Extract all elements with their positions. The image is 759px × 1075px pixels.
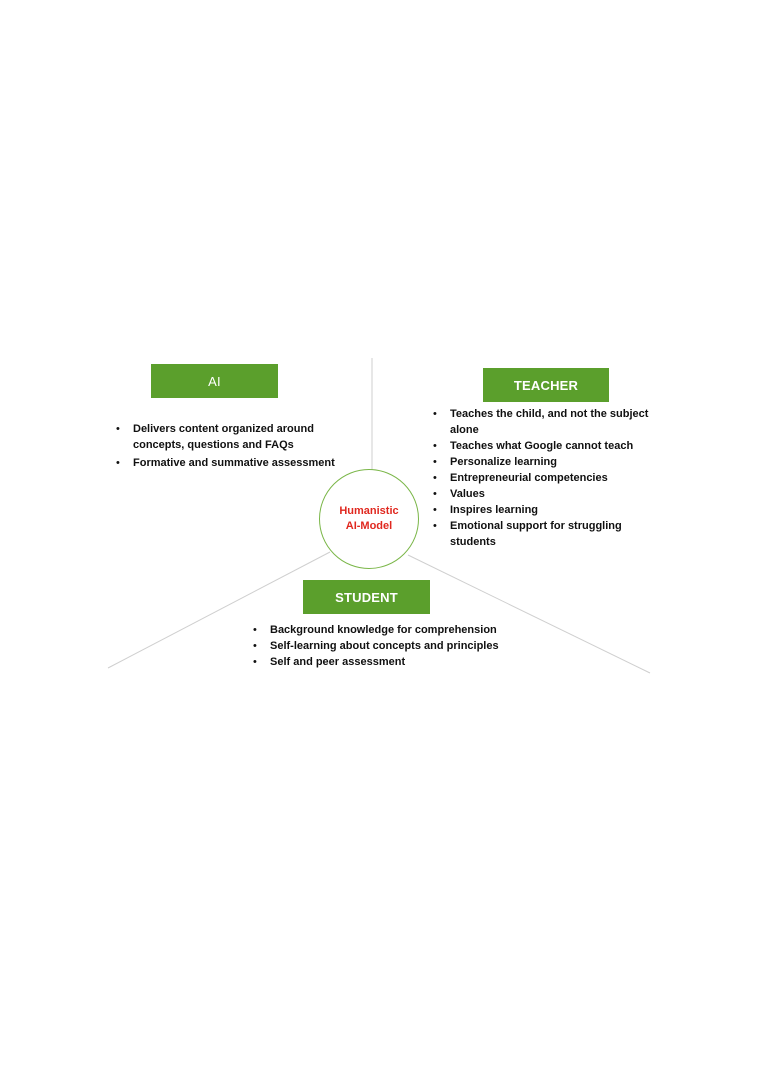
student-list	[253, 622, 523, 670]
ai-label: AI	[208, 373, 221, 389]
student-label: STUDENT	[335, 589, 398, 605]
list-item: • Self and peer assessment	[253, 654, 523, 670]
ai-list	[116, 421, 336, 473]
hub-line-1: Humanistic	[339, 505, 399, 517]
list-item: • Teaches what Google cannot teach	[433, 438, 653, 454]
student-box	[303, 580, 430, 614]
hub-line-2: AI-Model	[345, 520, 393, 532]
list-item: • Self-learning about concepts and principles	[253, 638, 523, 654]
list-item: • Formative and summative assessment	[116, 455, 336, 471]
list-item: • Entrepreneurial competencies	[433, 470, 653, 486]
list-item: • Teaches the child, and not the subject alone	[433, 406, 653, 438]
list-item: • Emotional support for struggling students	[433, 518, 653, 550]
list-item: • Inspires learning	[433, 502, 653, 518]
list-item: • Background knowledge for comprehension	[253, 622, 523, 638]
teacher-list	[433, 406, 653, 550]
hub-circle	[319, 469, 419, 569]
list-item: • Delivers content organized around concepts, questions and FAQs	[116, 421, 336, 453]
teacher-label: TEACHER	[513, 377, 579, 393]
ai-box	[151, 364, 278, 398]
teacher-box	[483, 368, 609, 402]
list-item: • Personalize learning	[433, 454, 653, 470]
list-item: • Values	[433, 486, 653, 502]
